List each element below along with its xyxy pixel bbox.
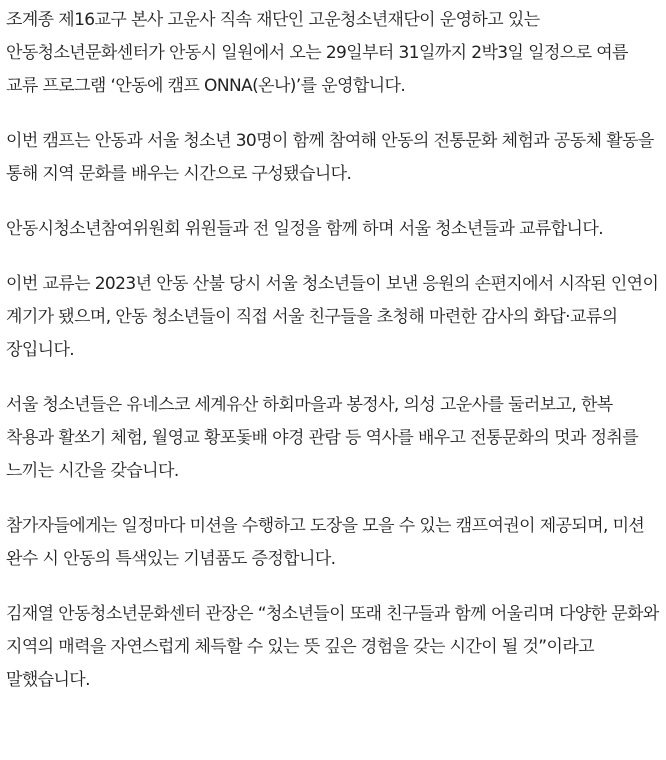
paragraph: 김재열 안동청소년문화센터 관장은 “청소년들이 또래 친구들과 함께 어울리며 다양한 문화와 지역의 매력을 자연스럽게 체득할 수 있는 뜻 깊은 경험을 갖는 시간이 될 것”이라고 말했습니다.	[6, 604, 659, 690]
paragraph: 참가자들에게는 일정마다 미션을 수행하고 도장을 모을 수 있는 캠프여권이 제공되며, 미션 완수 시 안동의 특색있는 기념품도 증정합니다.	[6, 516, 645, 569]
paragraph: 이번 교류는 2023년 안동 산불 당시 서울 청소년들이 보낸 응원의 손편지에서 시작된 인연이 계기가 됐으며, 안동 청소년들이 직접 서울 친구들을 초청해 마련한 감사의 화답·교류의 장입니다.	[6, 274, 659, 360]
paragraph: 서울 청소년들은 유네스코 세계유산 하회마을과 봉정사, 의성 고운사를 둘러보고, 한복 착용과 활쏘기 체험, 월영교 황포돛배 야경 관람 등 역사를 배우고 전통문화의 멋과 정취를 느끼는 시간을 갖습니다.	[6, 395, 639, 481]
paragraph: 조계종 제16교구 본사 고운사 직속 재단인 고운청소년재단이 운영하고 있는 안동청소년문화센터가 안동시 일원에서 오는 29일부터 31일까지 2박3일 일정으로 여름 교류 프로그램 ‘안동에 캠프 ONNA(온나)’를 운영합니다.	[6, 10, 628, 96]
paragraph: 안동시청소년참여위원회 위원들과 전 일정을 함께 하며 서울 청소년들과 교류합니다.	[6, 219, 604, 239]
paragraph: 이번 캠프는 안동과 서울 청소년 30명이 함께 참여해 안동의 전통문화 체험과 공동체 활동을 통해 지역 문화를 배우는 시간으로 구성됐습니다.	[6, 131, 654, 184]
